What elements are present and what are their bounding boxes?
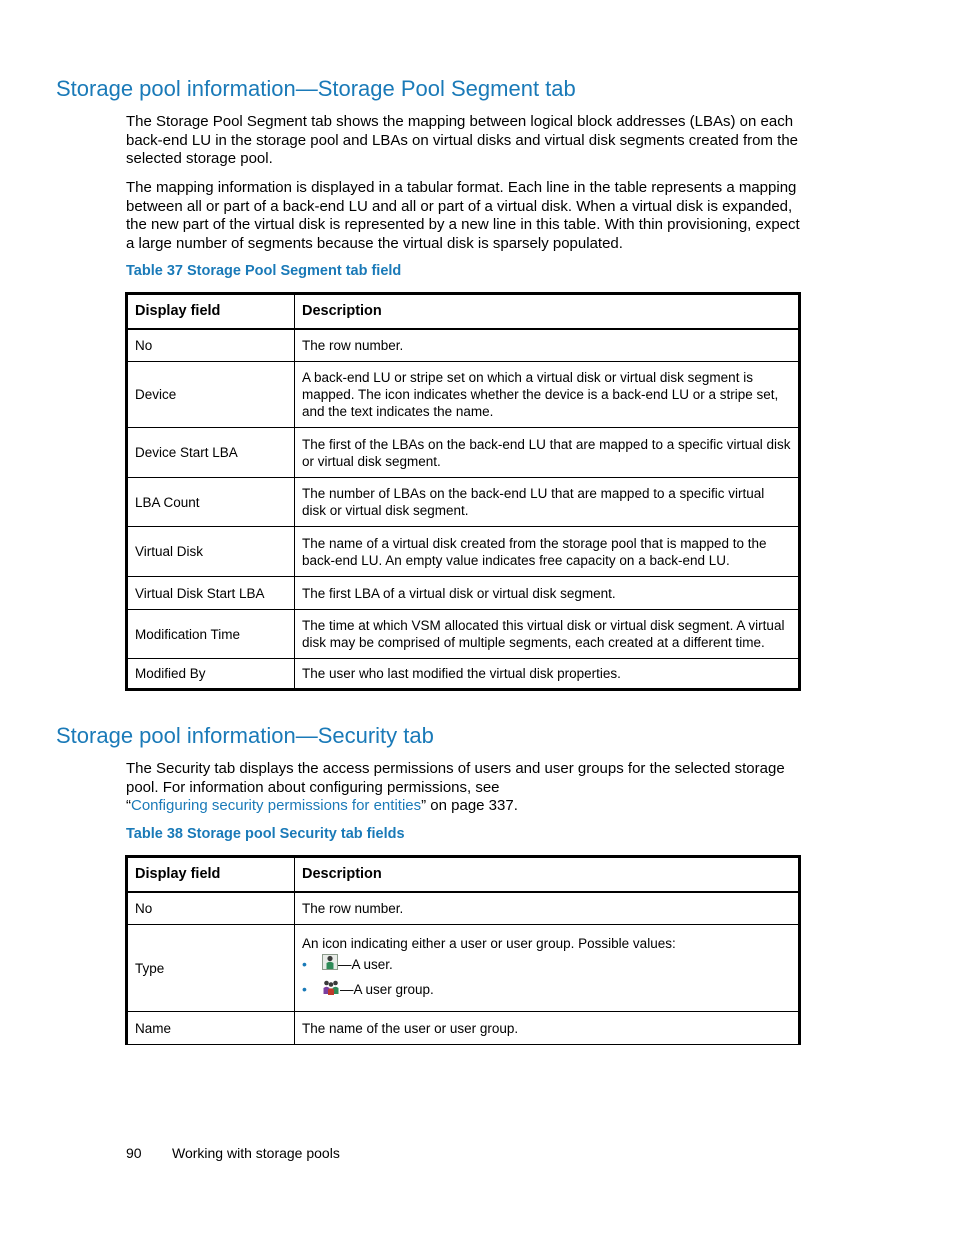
chapter-title: Working with storage pools [172,1145,340,1161]
page-footer [126,1145,340,1161]
description-cell [295,925,800,1012]
description-cell: A back-end LU or stripe set on which a virtual disk or virtual disk segment is mapped. The icon indicates whether the device is a back-end LU or a stripe set, and the text indicates the name. [295,362,800,428]
table-row [127,478,800,527]
open-quote: “ [126,797,131,815]
table-row [127,1012,800,1045]
header-description: Description [295,857,800,892]
table-row [127,428,800,478]
table-row [127,610,800,659]
description-cell: The time at which VSM allocated this virtual disk or virtual disk segment. A virtual disk may be comprised of multiple segments, each created at a different time. [295,610,800,659]
description-cell: The number of LBAs on the back-end LU that are mapped to a specific virtual disk or virtual disk segment. [295,478,800,527]
field-cell: Name [127,1012,295,1045]
list-item [302,952,791,977]
field-cell: Virtual Disk [127,527,295,577]
page-number: 90 [126,1145,142,1161]
description-cell: The row number. [295,892,800,925]
table-row [127,329,800,362]
section-heading-security-tab: Storage pool information—Security tab [56,723,434,748]
bullet: • [302,980,307,997]
description-cell: The first of the LBAs on the back-end LU that are mapped to a specific virtual disk or virtual disk segment. [295,428,800,478]
section-heading-segment-tab: Storage pool information—Storage Pool Segment tab [56,76,576,101]
segment-fields-table [125,292,801,691]
field-cell: No [127,892,295,925]
description-cell: The user who last modified the virtual disk properties. [295,659,800,690]
page-reference: ” on page 337. [421,797,518,815]
type-description: An icon indicating either a user or user group. Possible values: [302,935,676,951]
description-cell: The row number. [295,329,800,362]
table-row [127,577,800,610]
field-cell: Device [127,362,295,428]
table-37-caption: Table 37 Storage Pool Segment tab field [126,263,402,279]
user-group-icon [322,979,340,999]
table-row [127,527,800,577]
table-38-caption: Table 38 Storage pool Security tab fields [126,826,405,842]
segment-intro-paragraph: The Storage Pool Segment tab shows the mapping between logical block addresses (LBAs) on each back-end LU in the storage pool and LBAs on virtual disks and virtual disk segments created from the selected storage pool. [126,113,799,168]
header-description: Description [295,294,800,329]
security-intro-paragraph [126,760,806,816]
security-fields-table [125,855,801,1045]
list-item [302,977,791,1002]
table-row [127,659,800,690]
table-header-row [127,857,800,892]
field-cell: No [127,329,295,362]
description-cell: The first LBA of a virtual disk or virtual disk segment. [295,577,800,610]
description-cell: The name of the user or user group. [295,1012,800,1045]
bullet: • [302,955,307,972]
security-intro-text: The Security tab displays the access permissions of users and user groups for the selected storage pool. For information about configuring permissions, see [126,760,785,796]
field-cell: Type [127,925,295,1012]
segment-mapping-paragraph: The mapping information is displayed in a tabular format. Each line in the table represents a mapping between all or part of a back-end LU and all or part of a virtual disk. When a virtual disk is expanded, the new part of the virtual disk is represented by a new line in this table. With thin provisioning, expect a large number of segments because the virtual disk is sparsely populated. [126,179,800,253]
table-row [127,892,800,925]
field-cell: Modified By [127,659,295,690]
table-row [127,925,800,1012]
description-cell: The name of a virtual disk created from the storage pool that is mapped to the back-end LU. An empty value indicates free capacity on a back-end LU. [295,527,800,577]
header-display-field: Display field [127,857,295,892]
user-icon [322,954,338,974]
user-option-label: —A user. [338,956,393,972]
field-cell: LBA Count [127,478,295,527]
user-group-option-label: —A user group. [340,981,434,997]
table-row [127,362,800,428]
field-cell: Modification Time [127,610,295,659]
field-cell: Virtual Disk Start LBA [127,577,295,610]
configuring-security-permissions-link[interactable]: Configuring security permissions for entities [131,797,422,815]
field-cell: Device Start LBA [127,428,295,478]
header-display-field: Display field [127,294,295,329]
table-header-row [127,294,800,329]
